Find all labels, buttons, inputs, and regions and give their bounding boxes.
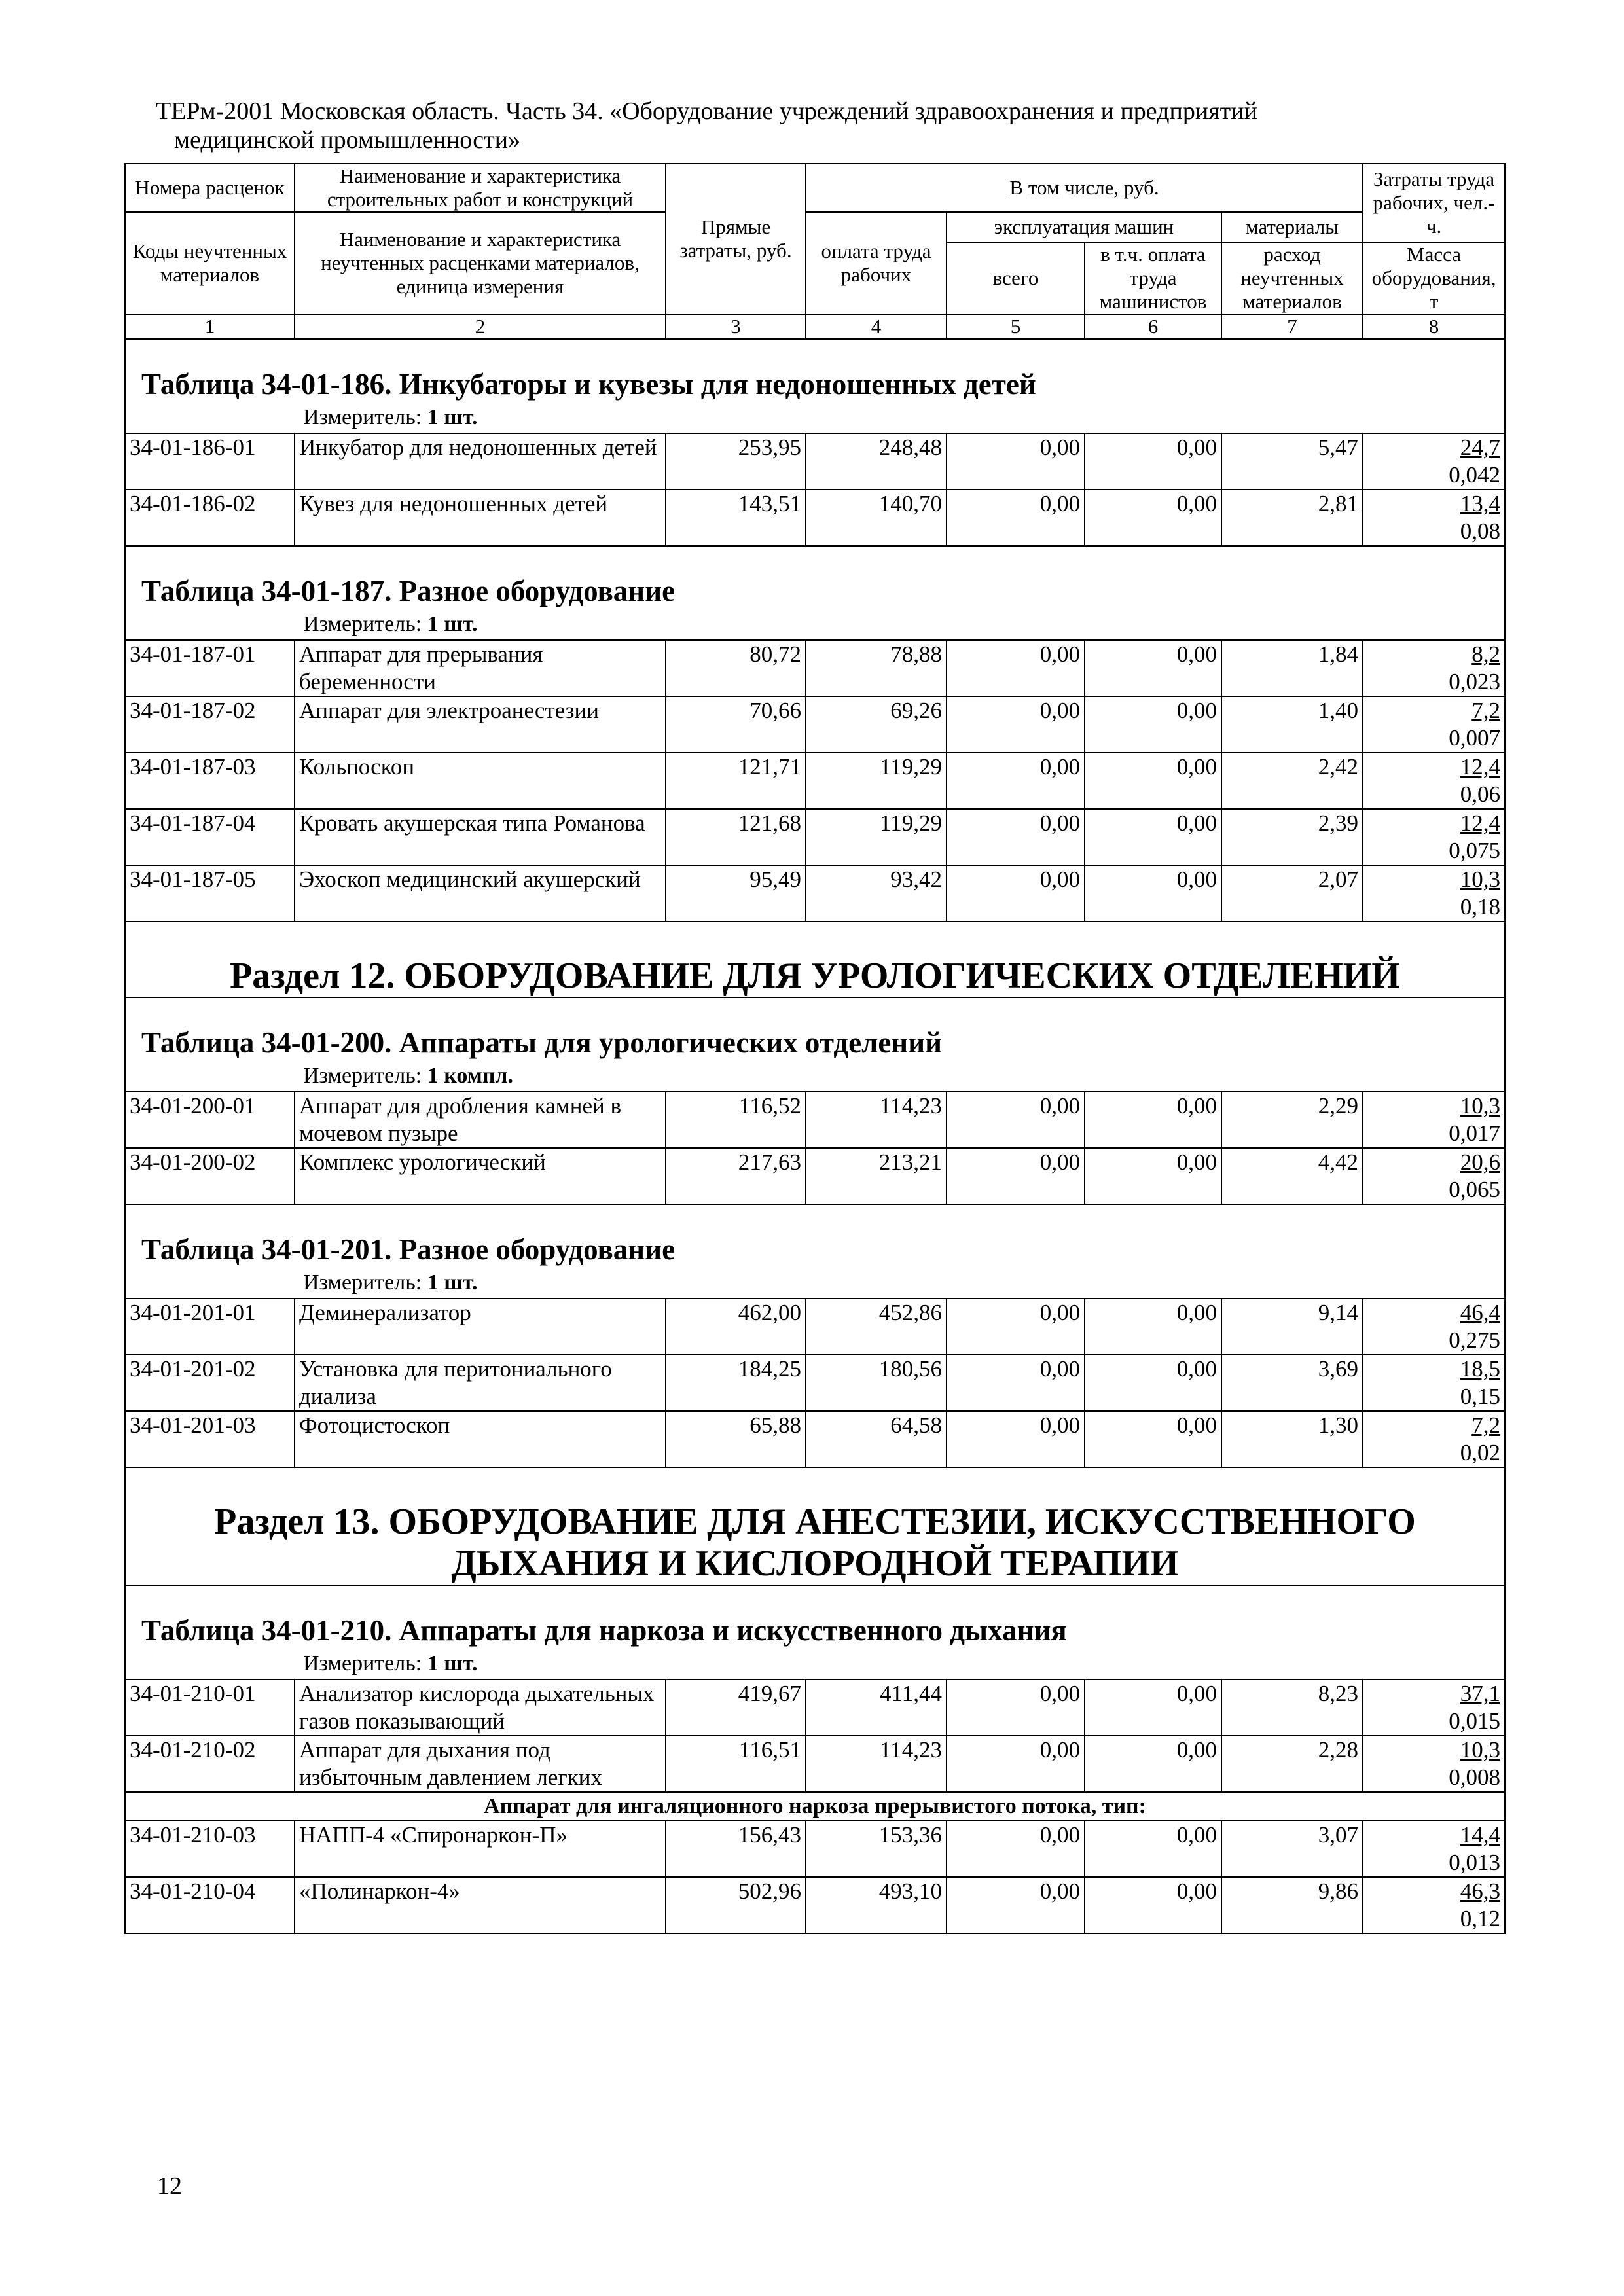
rate-code: 34-01-187-03: [125, 753, 295, 809]
labor-hours: 10,3: [1460, 1737, 1501, 1763]
equipment-mass: 0,008: [1449, 1765, 1501, 1790]
col-header-material-codes: Коды неучтенных материалов: [125, 212, 295, 314]
table-row: [125, 1355, 1505, 1411]
cost-wage: 78,88: [806, 640, 947, 696]
cost-machwage: 0,00: [1085, 1411, 1221, 1467]
cost-machwage: 0,00: [1085, 1148, 1221, 1204]
labor-hours: 7,2: [1471, 1412, 1501, 1438]
equipment-mass: 0,15: [1460, 1384, 1501, 1409]
cost-direct: 502,96: [666, 1877, 806, 1933]
cost-direct: 156,43: [666, 1821, 806, 1877]
col-header-machines-total: всего: [947, 242, 1085, 314]
equipment-mass: 0,042: [1449, 462, 1501, 488]
col-number: 2: [295, 314, 666, 339]
cost-machwage: 0,00: [1085, 1679, 1221, 1736]
cost-mach: 0,00: [947, 696, 1085, 753]
cost-mat: 5,47: [1221, 433, 1363, 490]
cost-wage: 119,29: [806, 809, 947, 865]
rate-name: Кольпоскоп: [295, 753, 666, 809]
table-row: [125, 640, 1505, 696]
table-title: Таблица 34-01-187. Разное оборудование: [141, 575, 676, 607]
cost-wage: 180,56: [806, 1355, 947, 1411]
col-header-material-names: Наименование и характеристика неучтенных расценками материалов, единица измерения: [295, 212, 666, 314]
table-row: [125, 1092, 1505, 1148]
rate-name: Установка для перитониального диализа: [295, 1355, 666, 1411]
col-number: 3: [666, 314, 806, 339]
cost-mach: 0,00: [947, 1736, 1085, 1792]
cost-wage: 452,86: [806, 1299, 947, 1355]
cost-wage: 153,36: [806, 1821, 947, 1877]
cost-direct: 419,67: [666, 1679, 806, 1736]
table-row: [125, 490, 1505, 546]
rate-name: Комплекс урологический: [295, 1148, 666, 1204]
equipment-mass: 0,075: [1449, 838, 1501, 863]
rate-code: 34-01-210-02: [125, 1736, 295, 1792]
cost-mach: 0,00: [947, 490, 1085, 546]
labor-hours: 37,1: [1460, 1681, 1501, 1706]
cost-direct: 184,25: [666, 1355, 806, 1411]
cost-machwage: 0,00: [1085, 1355, 1221, 1411]
labor-hours: 12,4: [1460, 810, 1501, 836]
table-row: [125, 809, 1505, 865]
rate-code: 34-01-201-03: [125, 1411, 295, 1467]
cost-mat: 1,40: [1221, 696, 1363, 753]
table-title: Таблица 34-01-200. Аппараты для урологических отделений: [141, 1026, 943, 1059]
rate-name: Деминерализатор: [295, 1299, 666, 1355]
cost-direct: 253,95: [666, 433, 806, 490]
cost-mat: 3,69: [1221, 1355, 1363, 1411]
cost-mat: 8,23: [1221, 1679, 1363, 1736]
cost-wage: 69,26: [806, 696, 947, 753]
equipment-mass: 0,06: [1460, 781, 1501, 807]
rate-code: 34-01-201-02: [125, 1355, 295, 1411]
rate-name: Анализатор кислорода дыхательных газов показывающий: [295, 1679, 666, 1736]
document-header: [156, 97, 1465, 154]
section-12-title: Раздел 12. ОБОРУДОВАНИЕ ДЛЯ УРОЛОГИЧЕСКИХ ОТДЕЛЕНИЙ: [230, 956, 1400, 996]
cost-wage: 64,58: [806, 1411, 947, 1467]
rate-name: Кровать акушерская типа Романова: [295, 809, 666, 865]
rate-code: 34-01-187-05: [125, 865, 295, 922]
cost-direct: 462,00: [666, 1299, 806, 1355]
labor-hours: 46,3: [1460, 1878, 1501, 1904]
cost-machwage: 0,00: [1085, 433, 1221, 490]
rate-code: 34-01-187-02: [125, 696, 295, 753]
rate-code: 34-01-201-01: [125, 1299, 295, 1355]
measure-unit: Измеритель: 1 компл.: [303, 1064, 514, 1088]
subheading: Аппарат для ингаляционного наркоза прерывистого потока, тип:: [125, 1792, 1505, 1821]
col-number: 6: [1085, 314, 1221, 339]
col-number: 1: [125, 314, 295, 339]
labor-hours: 13,4: [1460, 491, 1501, 516]
col-header-mass: Масса оборудования, т: [1363, 242, 1505, 314]
table-title: Таблица 34-01-201. Разное оборудование: [141, 1233, 676, 1266]
section-13-title: Раздел 13. ОБОРУДОВАНИЕ ДЛЯ АНЕСТЕЗИИ, ИСКУССТВЕННОГО ДЫХАНИЯ И КИСЛОРОДНОЙ ТЕРАПИИ: [214, 1501, 1416, 1584]
rate-name: НАПП-4 «Спиронаркон-П»: [295, 1821, 666, 1877]
cost-mach: 0,00: [947, 1877, 1085, 1933]
table-row: [125, 696, 1505, 753]
cost-mat: 1,30: [1221, 1411, 1363, 1467]
table-row: [125, 1679, 1505, 1736]
col-header-labor: Затраты труда рабочих, чел.-ч.: [1363, 164, 1505, 242]
labor-hours: 20,6: [1460, 1149, 1501, 1175]
labor-hours: 7,2: [1471, 698, 1501, 723]
rate-name: «Полинаркон-4»: [295, 1877, 666, 1933]
table-row: [125, 1148, 1505, 1204]
labor-hours: 10,3: [1460, 867, 1501, 892]
cost-wage: 411,44: [806, 1679, 947, 1736]
rate-code: 34-01-186-02: [125, 490, 295, 546]
cost-mat: 3,07: [1221, 1821, 1363, 1877]
equipment-mass: 0,015: [1449, 1708, 1501, 1734]
cost-machwage: 0,00: [1085, 640, 1221, 696]
equipment-mass: 0,065: [1449, 1177, 1501, 1202]
equipment-mass: 0,013: [1449, 1850, 1501, 1875]
col-header-wages: оплата труда рабочих: [806, 212, 947, 314]
cost-machwage: 0,00: [1085, 1736, 1221, 1792]
cost-mat: 9,14: [1221, 1299, 1363, 1355]
cost-machwage: 0,00: [1085, 1877, 1221, 1933]
col-number: 7: [1221, 314, 1363, 339]
measure-unit: Измеритель: 1 шт.: [303, 612, 478, 636]
cost-mach: 0,00: [947, 753, 1085, 809]
labor-hours: 46,4: [1460, 1300, 1501, 1325]
labor-hours: 12,4: [1460, 754, 1501, 780]
cost-direct: 80,72: [666, 640, 806, 696]
rate-code: 34-01-186-01: [125, 433, 295, 490]
cost-mach: 0,00: [947, 640, 1085, 696]
rate-name: Эхоскоп медицинский акушерский: [295, 865, 666, 922]
rate-code: 34-01-210-01: [125, 1679, 295, 1736]
cost-direct: 143,51: [666, 490, 806, 546]
cost-machwage: 0,00: [1085, 809, 1221, 865]
cost-mach: 0,00: [947, 865, 1085, 922]
cost-machwage: 0,00: [1085, 490, 1221, 546]
header-line-1: ТЕРм-2001 Московская область. Часть 34. «Оборудование учреждений здравоохранения и предприятий: [156, 98, 1257, 125]
rate-code: 34-01-200-02: [125, 1148, 295, 1204]
labor-hours: 18,5: [1460, 1356, 1501, 1382]
rate-name: Аппарат для прерывания беременности: [295, 640, 666, 696]
cost-machwage: 0,00: [1085, 1821, 1221, 1877]
cost-direct: 121,71: [666, 753, 806, 809]
rates-table: [124, 163, 1506, 1934]
col-header-name: Наименование и характеристика строительных работ и конструкций: [295, 164, 666, 212]
cost-direct: 116,51: [666, 1736, 806, 1792]
cost-mat: 1,84: [1221, 640, 1363, 696]
col-header-direct-costs: Прямые затраты, руб.: [666, 164, 806, 314]
table-row: [125, 1299, 1505, 1355]
col-header-material-use: расход неучтенных материалов: [1221, 242, 1363, 314]
table-row: [125, 1736, 1505, 1792]
cost-wage: 119,29: [806, 753, 947, 809]
rate-code: 34-01-210-03: [125, 1821, 295, 1877]
rate-code: 34-01-200-01: [125, 1092, 295, 1148]
measure-unit: Измеритель: 1 шт.: [303, 405, 478, 429]
measure-unit: Измеритель: 1 шт.: [303, 1270, 478, 1295]
cost-machwage: 0,00: [1085, 1092, 1221, 1148]
equipment-mass: 0,017: [1449, 1121, 1501, 1146]
cost-mat: 2,42: [1221, 753, 1363, 809]
col-number: 5: [947, 314, 1085, 339]
col-number: 8: [1363, 314, 1505, 339]
header-line-2: медицинской промышленности»: [174, 126, 521, 154]
cost-direct: 116,52: [666, 1092, 806, 1148]
cost-machwage: 0,00: [1085, 1299, 1221, 1355]
rate-code: 34-01-210-04: [125, 1877, 295, 1933]
table-title: Таблица 34-01-210. Аппараты для наркоза и искусственного дыхания: [141, 1614, 1067, 1647]
equipment-mass: 0,275: [1449, 1327, 1501, 1353]
equipment-mass: 0,12: [1460, 1906, 1501, 1931]
cost-mat: 2,07: [1221, 865, 1363, 922]
cost-wage: 248,48: [806, 433, 947, 490]
cost-mat: 2,81: [1221, 490, 1363, 546]
col-header-materials: материалы: [1221, 212, 1363, 242]
rate-code: 34-01-187-01: [125, 640, 295, 696]
cost-mach: 0,00: [947, 1679, 1085, 1736]
page-number: 12: [157, 2172, 182, 2200]
cost-mach: 0,00: [947, 1148, 1085, 1204]
rate-name: Аппарат для дробления камней в мочевом пузыре: [295, 1092, 666, 1148]
cost-wage: 114,23: [806, 1736, 947, 1792]
rate-name: Фотоцистоскоп: [295, 1411, 666, 1467]
cost-mat: 2,29: [1221, 1092, 1363, 1148]
rate-name: Кувез для недоношенных детей: [295, 490, 666, 546]
cost-machwage: 0,00: [1085, 865, 1221, 922]
cost-direct: 70,66: [666, 696, 806, 753]
labor-hours: 24,7: [1460, 435, 1501, 460]
cost-direct: 121,68: [666, 809, 806, 865]
measure-unit: Измеритель: 1 шт.: [303, 1651, 478, 1676]
cost-mach: 0,00: [947, 1355, 1085, 1411]
cost-machwage: 0,00: [1085, 753, 1221, 809]
col-header-machinist-wages: в т.ч. оплата труда машинистов: [1085, 242, 1221, 314]
cost-direct: 65,88: [666, 1411, 806, 1467]
labor-hours: 8,2: [1471, 641, 1501, 667]
table-title: Таблица 34-01-186. Инкубаторы и кувезы для недоношенных детей: [141, 368, 1036, 401]
equipment-mass: 0,023: [1449, 669, 1501, 694]
table-row: [125, 433, 1505, 490]
table-row: [125, 865, 1505, 922]
col-header-including: В том числе, руб.: [806, 164, 1363, 212]
labor-hours: 10,3: [1460, 1093, 1501, 1119]
cost-mat: 2,39: [1221, 809, 1363, 865]
col-header-codes: Номера расценок: [125, 164, 295, 212]
equipment-mass: 0,18: [1460, 894, 1501, 920]
rate-code: 34-01-187-04: [125, 809, 295, 865]
table-row: [125, 1411, 1505, 1467]
cost-wage: 493,10: [806, 1877, 947, 1933]
cost-direct: 95,49: [666, 865, 806, 922]
cost-mach: 0,00: [947, 809, 1085, 865]
cost-mach: 0,00: [947, 1092, 1085, 1148]
cost-mach: 0,00: [947, 433, 1085, 490]
cost-mach: 0,00: [947, 1411, 1085, 1467]
table-row: [125, 1877, 1505, 1933]
cost-wage: 93,42: [806, 865, 947, 922]
rate-name: Аппарат для дыхания под избыточным давлением легких: [295, 1736, 666, 1792]
cost-mach: 0,00: [947, 1299, 1085, 1355]
labor-hours: 14,4: [1460, 1822, 1501, 1848]
equipment-mass: 0,08: [1460, 518, 1501, 544]
cost-mat: 9,86: [1221, 1877, 1363, 1933]
col-header-machines: эксплуатация машин: [947, 212, 1221, 242]
cost-mach: 0,00: [947, 1821, 1085, 1877]
cost-wage: 114,23: [806, 1092, 947, 1148]
cost-wage: 140,70: [806, 490, 947, 546]
cost-wage: 213,21: [806, 1148, 947, 1204]
cost-machwage: 0,00: [1085, 696, 1221, 753]
table-row: [125, 753, 1505, 809]
rate-name: Аппарат для электроанестезии: [295, 696, 666, 753]
equipment-mass: 0,007: [1449, 725, 1501, 751]
cost-mat: 2,28: [1221, 1736, 1363, 1792]
table-row: [125, 1821, 1505, 1877]
cost-direct: 217,63: [666, 1148, 806, 1204]
rate-name: Инкубатор для недоношенных детей: [295, 433, 666, 490]
cost-mat: 4,42: [1221, 1148, 1363, 1204]
col-number: 4: [806, 314, 947, 339]
equipment-mass: 0,02: [1460, 1440, 1501, 1465]
